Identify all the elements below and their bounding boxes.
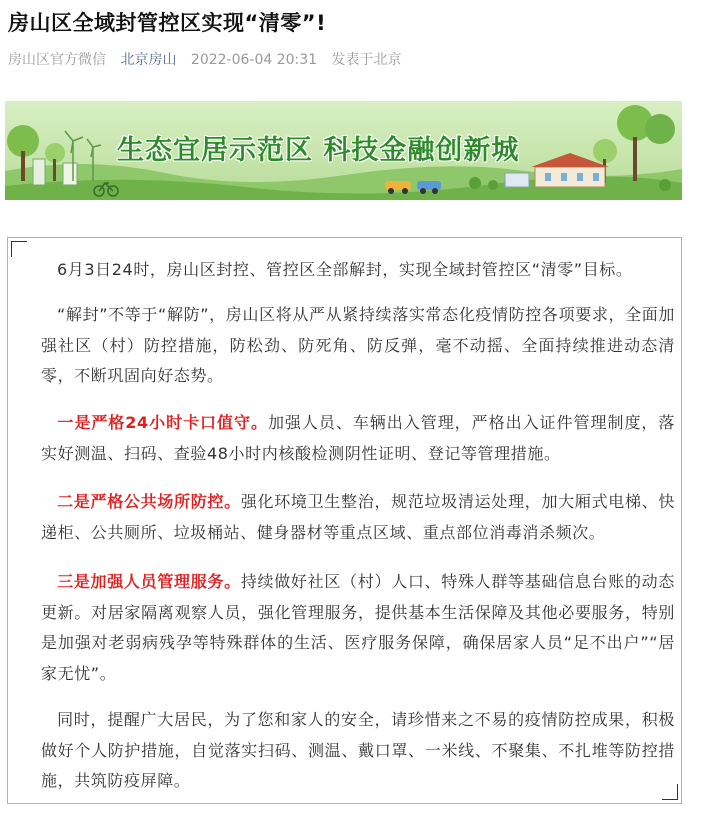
author-link[interactable]: 北京房山	[120, 52, 177, 68]
measure-3-heading: 三是加强人员管理服务。	[57, 572, 241, 591]
banner-image	[5, 101, 682, 200]
paragraph-policy	[41, 300, 675, 392]
measure-2-body: 强化环境卫生整治，规范垃圾清运处理，加大厢式电梯、快递柜、公共厕所、垃圾桶站、健身器材等重点区域、重点部位消毒消杀频次。	[41, 492, 675, 542]
measure-1-heading: 一是严格24小时卡口值守。	[57, 413, 268, 432]
paragraph-measure-1	[41, 408, 675, 469]
publish-location: 发表于北京	[331, 52, 402, 68]
paragraph-reminder-text: 同时，提醒广大居民，为了您和家人的安全，请珍惜来之不易的疫情防控成果，积极做好个人防护措施，自觉落实扫码、测温、戴口罩、一米线、不聚集、不扎堆等防控措施，共筑防疫屏障。	[41, 710, 675, 790]
paragraph-reminder	[41, 705, 675, 797]
article-meta	[8, 49, 412, 71]
frame-corner-top-left	[11, 241, 27, 257]
paragraph-intro: 6月3日24时，房山区封控、管控区全部解封，实现全域封管控区“清零”目标。	[57, 260, 633, 279]
measure-3-body: 持续做好社区（村）人口、特殊人群等基础信息台账的动态更新。对居家隔离观察人员，强化管理服务，提供基本生活保障及其他必要服务，特别是加强对老弱病残孕等特殊群体的生活、医疗服务保障，确保居家人员“足不出户”“居家无忧”。	[41, 572, 675, 683]
publish-datetime: 2022-06-04 20:31	[190, 52, 318, 68]
measure-1-body: 加强人员、车辆出入管理，严格出入证件管理制度，落实好测温、扫码、查验48小时内核酸检测阴性证明、登记等管理措施。	[41, 413, 675, 463]
banner-slogan: 生态宜居示范区 科技金融创新城	[117, 135, 520, 166]
measure-2-heading: 二是严格公共场所防控。	[57, 492, 241, 511]
paragraph-measure-3	[41, 567, 675, 689]
paragraph-policy-text: “解封”不等于“解防”，房山区将从严从紧持续落实常态化疫情防控各项要求，全面加强社区（村）防控措施，防松劲、防死角、防反弹，毫不动摇、全面持续推进动态清零，不断巩固向好态势。	[41, 305, 675, 385]
article-title: 房山区全域封管控区实现“清零”!	[8, 11, 327, 35]
source-account: 房山区官方微信	[8, 52, 106, 68]
paragraph-measure-2	[41, 487, 675, 548]
